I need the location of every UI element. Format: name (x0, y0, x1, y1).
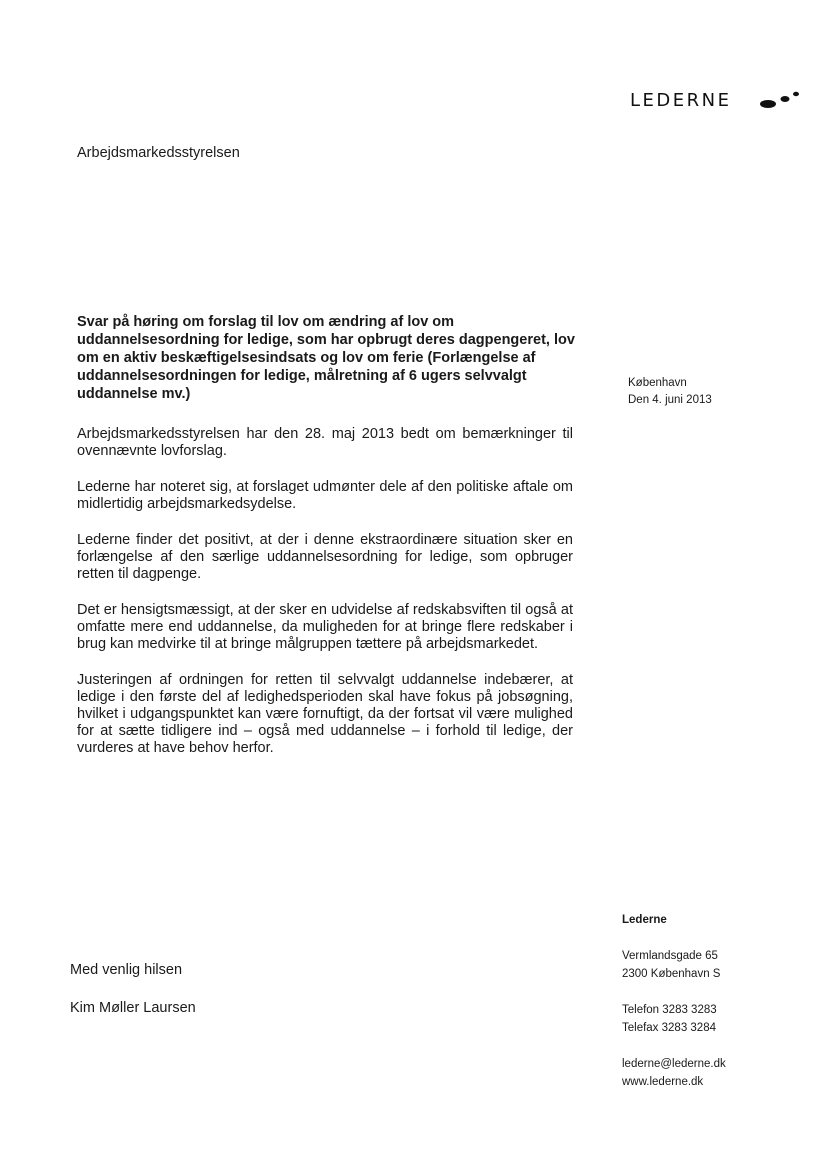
letter-body (77, 426, 573, 776)
letter-closing (70, 961, 196, 1037)
body-paragraph: Arbejdsmarkedsstyrelsen har den 28. maj 2013 bedt om bemærkninger til ovennævnte lovforslag. (77, 426, 573, 459)
website-address: www.lederne.dk (622, 1076, 704, 1088)
letter-subject: Svar på høring om forslag til lov om ændring af lov om uddannelsesordning for ledige, som har opbrugt deres dagpengeret, lov om en aktiv beskæftigelsesindsats og lov om ferie (Forlængelse af uddannelsesordningen for ledige, målretning af 6 ugers selvvalgt uddannelse mv.) (77, 314, 575, 402)
letter-date: Den 4. juni 2013 (628, 394, 712, 406)
organization-phones (622, 1001, 726, 1037)
lederne-dots-logo-icon (758, 86, 808, 114)
organization-online (622, 1055, 726, 1091)
place-and-date (628, 375, 712, 409)
email-address: lederne@lederne.dk (622, 1058, 726, 1070)
address-city: 2300 København S (622, 968, 721, 980)
letter-place: København (628, 377, 687, 389)
phone-number: Telefon 3283 3283 (622, 1004, 717, 1016)
body-paragraph: Lederne finder det positivt, at der i denne ekstraordinære situation sker en forlængelse af den særlige uddannelsesordning for ledige, som opbruger retten til dagpenge. (77, 532, 573, 582)
body-paragraph: Lederne har noteret sig, at forslaget udmønter dele af den politiske aftale om midlertidig arbejdsmarkedsydelse. (77, 479, 573, 512)
logo-wordmark: LEDERNE (630, 90, 732, 111)
signer-name: Kim Møller Laursen (70, 1000, 196, 1016)
closing-greeting: Med venlig hilsen (70, 962, 183, 978)
organization-address (622, 947, 726, 983)
organization-contact (622, 911, 726, 1109)
body-paragraph: Justeringen af ordningen for retten til selvvalgt uddannelse indebærer, at ledige i den første del af ledighedsperioden skal have fokus på jobsøgning, hvilket i udgangspunktet kan være fornuftigt, da der fortsat vil være mulighed for at sætte tidligere ind – også med uddannelse – i forhold til ledige, der vurderes at have behov herfor. (77, 672, 573, 756)
organization-name: Lederne (622, 914, 667, 926)
body-paragraph: Det er hensigtsmæssigt, at der sker en udvidelse af redskabsviften til også at omfatte mere end uddannelse, da muligheden for at bringe flere redskaber i brug kan medvirke til at bringe målgruppen tættere på arbejdsmarkedet. (77, 602, 573, 652)
lederne-logo (630, 86, 810, 116)
fax-number: Telefax 3283 3284 (622, 1022, 716, 1034)
address-street: Vermlandsgade 65 (622, 950, 718, 962)
recipient-name: Arbejdsmarkedsstyrelsen (77, 145, 240, 161)
